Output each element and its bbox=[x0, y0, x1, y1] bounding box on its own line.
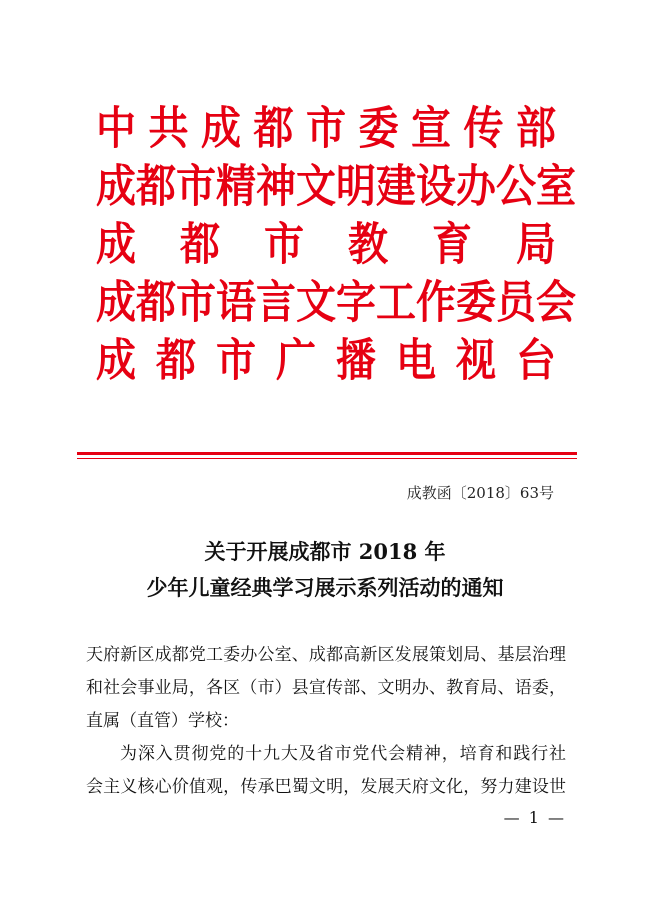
header-char: 播 bbox=[336, 334, 376, 387]
header-char: 办 bbox=[456, 160, 496, 213]
header-char: 委 bbox=[358, 102, 399, 155]
header-char: 文 bbox=[296, 276, 336, 329]
header-char: 都 bbox=[136, 276, 176, 329]
header-char: 市 bbox=[176, 276, 216, 329]
header-char: 会 bbox=[536, 276, 576, 329]
header-char: 神 bbox=[256, 160, 296, 213]
header-char: 成 bbox=[96, 276, 136, 329]
document-number: 成教函〔2018〕63号 bbox=[406, 484, 554, 502]
header-char: 精 bbox=[216, 160, 256, 213]
header-char: 电 bbox=[396, 334, 436, 387]
header-char: 成 bbox=[96, 218, 136, 271]
header-line-3 bbox=[96, 213, 556, 278]
issuing-authorities-header bbox=[96, 100, 576, 390]
header-char: 作 bbox=[416, 276, 456, 329]
red-separator-thin bbox=[77, 458, 577, 459]
header-line-4 bbox=[96, 271, 576, 336]
header-char: 视 bbox=[456, 334, 496, 387]
header-char: 建 bbox=[376, 160, 416, 213]
header-char: 言 bbox=[256, 276, 296, 329]
header-char: 部 bbox=[516, 102, 556, 155]
header-char: 都 bbox=[253, 102, 294, 155]
body-line-1: 天府新区成都党工委办公室、成都高新区发展策划局、基层治理 bbox=[86, 645, 566, 665]
header-char: 成 bbox=[96, 160, 136, 213]
header-char: 文 bbox=[296, 160, 336, 213]
header-char: 市 bbox=[176, 160, 216, 213]
header-line-1 bbox=[96, 97, 556, 162]
header-char: 员 bbox=[496, 276, 536, 329]
red-separator-thick bbox=[77, 452, 577, 455]
header-char: 市 bbox=[264, 218, 304, 271]
header-char: 中 bbox=[96, 102, 136, 155]
header-char: 市 bbox=[306, 102, 346, 155]
header-char: 语 bbox=[216, 276, 256, 329]
header-char: 局 bbox=[516, 218, 556, 271]
header-char: 市 bbox=[216, 334, 256, 387]
header-char: 工 bbox=[376, 276, 416, 329]
header-char: 委 bbox=[456, 276, 496, 329]
header-char: 公 bbox=[496, 160, 536, 213]
body-line-4: 为深入贯彻党的十九大及省市党代会精神，培育和践行社 bbox=[120, 744, 566, 764]
header-char: 台 bbox=[516, 334, 556, 387]
document-title-line-1: 关于开展成都市 2018 年 bbox=[204, 539, 446, 564]
page-number: — 1 — bbox=[503, 808, 566, 827]
header-char: 传 bbox=[463, 102, 504, 155]
header-line-2 bbox=[96, 155, 576, 220]
header-line-5 bbox=[96, 329, 556, 394]
header-char: 成 bbox=[201, 102, 241, 155]
header-char: 设 bbox=[416, 160, 456, 213]
header-char: 宣 bbox=[411, 102, 451, 155]
header-char: 室 bbox=[536, 160, 576, 213]
header-char: 育 bbox=[432, 218, 472, 271]
header-char: 都 bbox=[156, 334, 196, 387]
body-line-2: 和社会事业局，各区（市）县宣传部、文明办、教育局、语委， bbox=[86, 678, 566, 698]
body-line-3: 直属（直管）学校： bbox=[86, 711, 239, 731]
header-char: 广 bbox=[276, 334, 316, 387]
header-char: 字 bbox=[336, 276, 376, 329]
header-char: 都 bbox=[136, 160, 176, 213]
header-char: 共 bbox=[148, 102, 189, 155]
document-title-line-2: 少年儿童经典学习展示系列活动的通知 bbox=[146, 575, 504, 600]
header-char: 明 bbox=[336, 160, 376, 213]
header-char: 成 bbox=[96, 334, 136, 387]
header-char: 教 bbox=[348, 218, 388, 271]
body-line-5: 会主义核心价值观，传承巴蜀文明，发展天府文化，努力建设世 bbox=[86, 777, 566, 797]
header-char: 都 bbox=[180, 218, 220, 271]
